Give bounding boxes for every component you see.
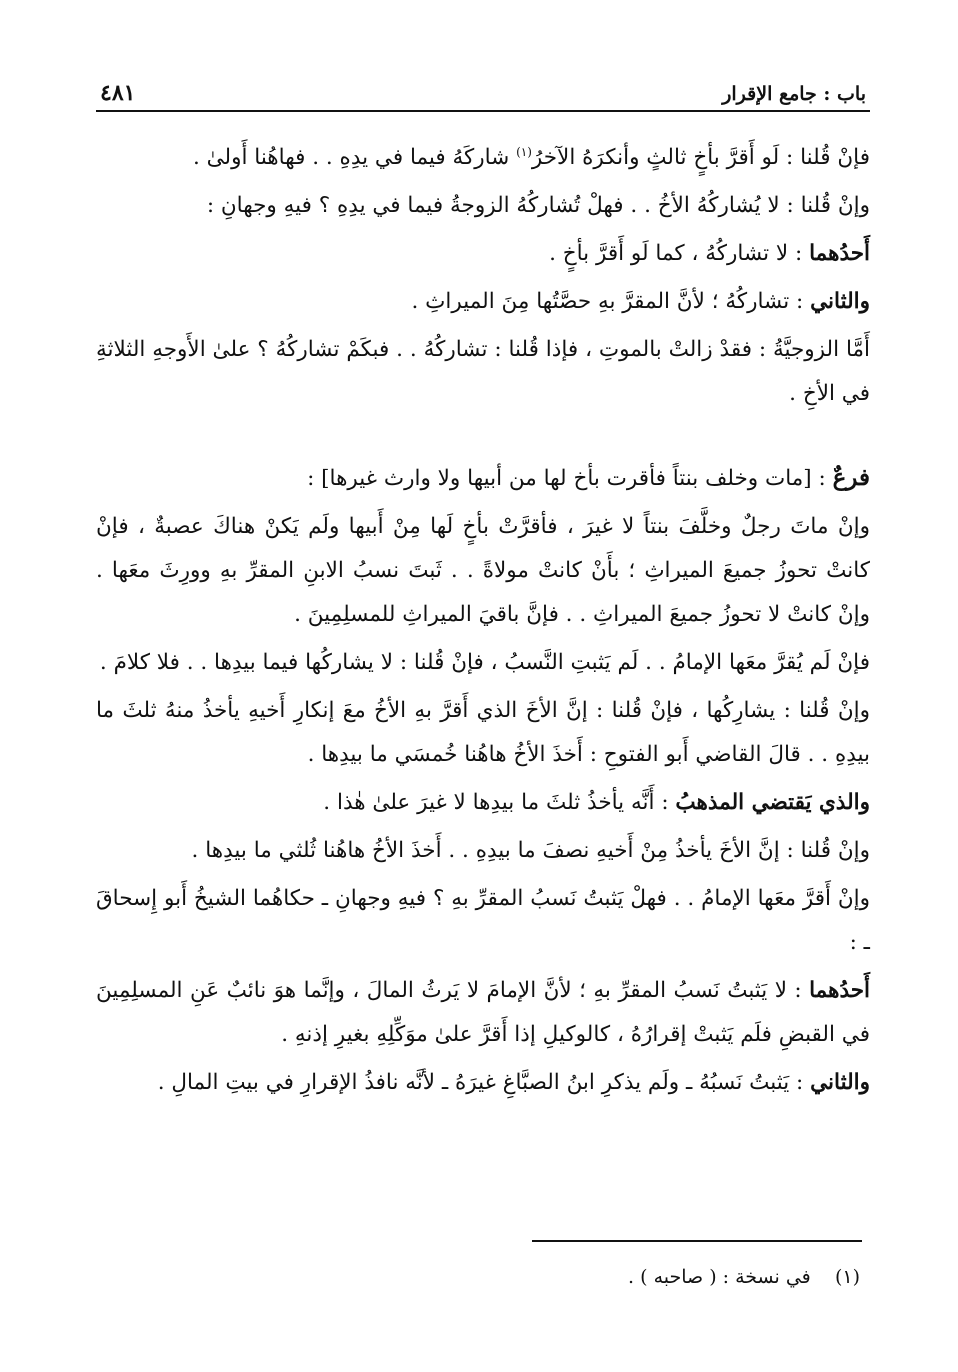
paragraph-tail: شاركَهُ فيما في يدِهِ . . فهاهُنا أَولىٰ .	[192, 145, 517, 171]
branch-heading	[96, 456, 870, 501]
chapter-title: باب : جامع الإقرار	[722, 83, 866, 105]
paragraph-text: : لا يَثبتُ نَسبُ المقرِّ بهِ ؛ لأنَّ الإمامَ لا يَرثُ المالَ ، وإنَّما هوَ نائبٌ عَنِ المسلِمِينَ في القبضِ فلَم يَثبتْ إقرارُهُ ، كالوكيلِ إذا أَقرَّ علىٰ موَكِّلِهِ بغيرِ إذنهِ .	[96, 978, 870, 1048]
paragraph-lead: والثاني	[810, 289, 870, 315]
paragraph-text: أَمَّا الزوجيَّةُ : فقدْ زالتْ بالموتِ ، فإذا قُلنا : تشاركُهُ . . فبكَمْ تشاركُهُ ؟ علىٰ الأَوجهِ الثلاثةِ في الأخِ .	[96, 337, 870, 407]
footnote-text: في نسخة : ( صاحبه ) .	[628, 1266, 811, 1288]
page-number: ٤٨١	[100, 80, 136, 106]
footnote	[628, 1266, 860, 1288]
paragraph-text: : لا تشاركُهُ ، كما لَو أَقرَّ بأخٍ .	[549, 241, 810, 267]
paragraph-text: فإنْ لَم يُقرَّ معَها الإمامُ . . لَم يَثبتِ النَّسبُ ، فإنْ قُلنا : لا يشاركُها فيما بيدِها . . فلا كلامَ .	[99, 650, 870, 676]
footnote-divider	[532, 1240, 862, 1242]
paragraph	[96, 641, 870, 685]
paragraph-text: فإنْ قُلنا : لَو أَقرَّ بأخٍ ثالثٍ وأنكرَهُ الآخرُ	[531, 145, 870, 171]
paragraph-lead: والثاني	[810, 1070, 870, 1096]
paragraph-text: وإنْ أَقرَّ معَها الإمامُ . . فهلْ يَثبتُ نَسبُ المقرِّ بهِ ؟ فيهِ وجهانِ ـ حكاهُما الشيخُ أَبو إِسحاقَ ـ :	[96, 886, 870, 956]
paragraph-text: : يَثبتُ نَسبُهُ ـ ولَم يذكرِ ابنُ الصبَّاغِ غيرَهُ ـ لأنَّه نافذُ الإقرارِ في بيتِ المالِ .	[157, 1070, 811, 1096]
paragraph	[96, 829, 870, 873]
branch-lead: فرعٌ	[832, 464, 870, 492]
page	[96, 80, 870, 1109]
paragraph-lead: أَحدُهما	[809, 978, 870, 1004]
paragraph	[96, 969, 870, 1057]
paragraph-lead: والذي يَقتضي المذهبُ	[675, 790, 870, 816]
section-gap	[96, 420, 870, 456]
running-head	[96, 80, 870, 112]
paragraph	[96, 877, 870, 965]
paragraph-text: وإنْ قُلنا : إنَّ الأخَ يأخذُ مِنْ أَخيهِ نصفَ ما بيدِهِ . . أَخذَ الأخُ هاهُنا ثُلثي ما بيدِها .	[191, 838, 870, 864]
paragraph	[96, 689, 870, 777]
paragraph	[96, 184, 870, 228]
paragraph	[96, 232, 870, 276]
paragraph	[96, 781, 870, 825]
paragraph	[96, 280, 870, 324]
paragraph	[96, 328, 870, 416]
paragraph-text: : تشاركُهُ ؛ لأنَّ المقرَّ بهِ حصَّتُها مِنَ الميراثِ .	[411, 289, 811, 315]
paragraph-text: وإنْ قُلنا : يشارِكُها ، فإنْ قُلنا : إنَّ الأخَ الذي أَقرَّ بهِ الأخُ معَ إنكارِ أَخيهِ يأخذُ منهُ ثلثَ ما بيدِهِ . . قالَ القاضي أَبو الفتوحِ : أَخذَ الأخُ هاهُنا خُمسَي ما بيدِها .	[96, 698, 870, 768]
paragraph	[96, 1061, 870, 1105]
body-text	[96, 130, 870, 1105]
paragraph	[96, 130, 870, 180]
paragraph-text: وإنْ ماتَ رجلٌ وخلَّفَ بنتاً لا غيرَ ، فأقرَّتْ بأخٍ لَها مِنْ أَبيها ولَم يَكنْ هناكَ عصبةٌ ، فإنْ كانتْ تحوزُ جميعَ الميراثِ ؛ بأَنْ كانتْ مولاةً . . ثَبتَ نسبُ الابنِ المقرِّ بهِ وورِثَ معَها . وإنْ كانتْ لا تحوزُ جميعَ الميراثِ . . فإنَّ باقيَ الميراثِ للمسلِمِينَ .	[96, 514, 870, 628]
footnote-ref: (١)	[516, 145, 532, 159]
paragraph-lead: أَحدُهما	[809, 241, 870, 267]
branch-title: : [مات وخلف بنتاً فأقرت بأخ لها من أبيها ولا وارث غيرها] :	[307, 466, 833, 492]
footnote-number: (١)	[834, 1266, 860, 1288]
paragraph-text: وإنْ قُلنا : لا يُشاركُهُ الأخُ . . فهلْ تُشاركُهُ الزوجةُ فيما في يدِهِ ؟ فيهِ وجهانِ :	[206, 193, 870, 219]
paragraph-text: : أَنَّه يأخذُ ثلثَ ما بيدِها لا غيرَ علىٰ هٰذا .	[323, 790, 676, 816]
paragraph	[96, 505, 870, 637]
